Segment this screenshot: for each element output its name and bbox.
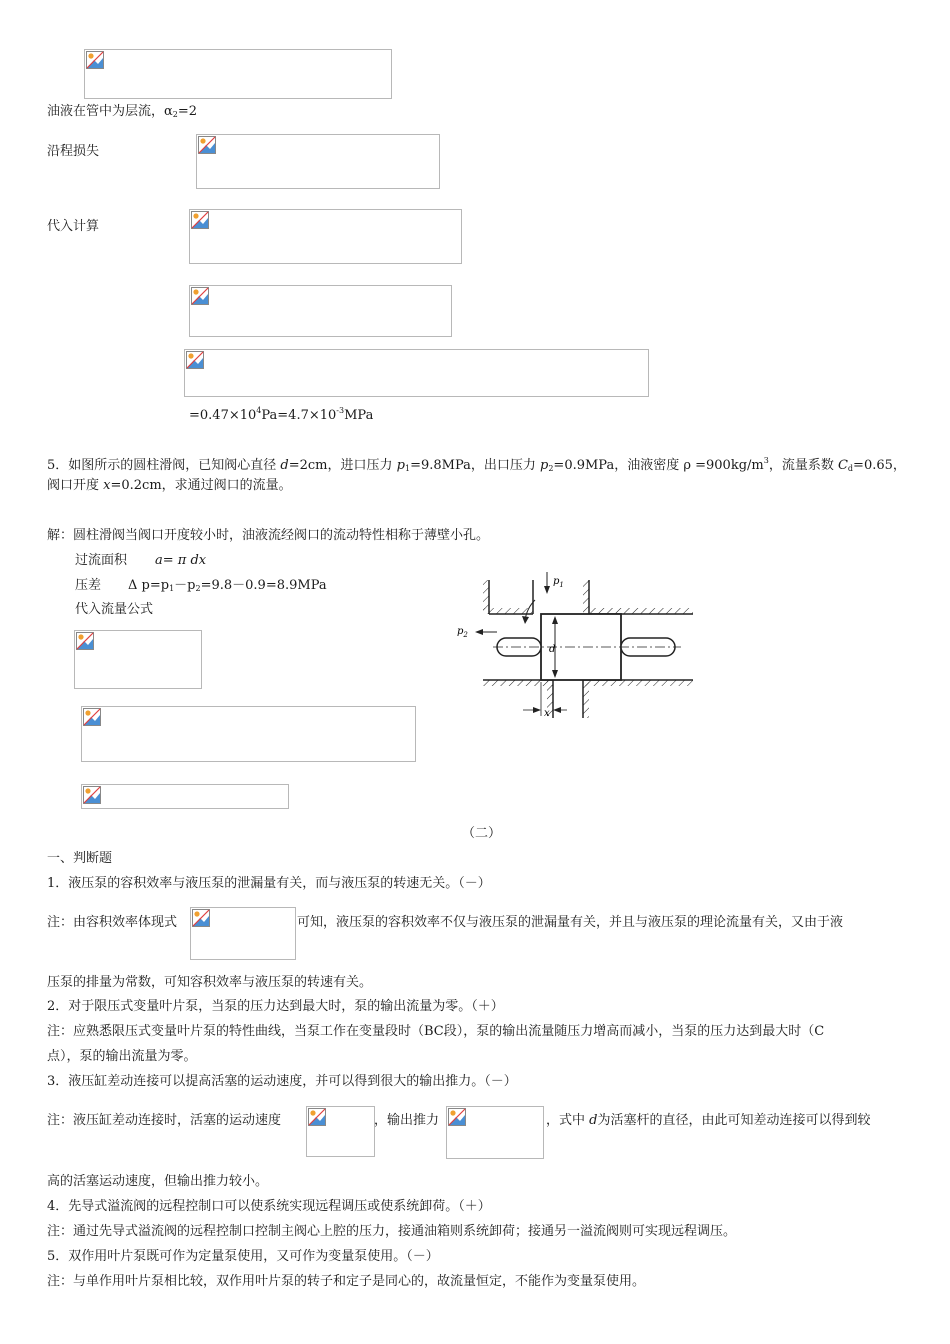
broken-image-icon [192,909,210,927]
area-formula: a= π dx [155,553,207,568]
n3-tail [546,1112,870,1130]
result-line [189,402,373,425]
n3-mid: ，输出推力 [374,1113,440,1128]
p5-t3: =9.8MPa，出口压力 [410,458,540,473]
n3-start: 注：液压缸差动连接时，活塞的运动速度 [47,1113,282,1128]
n1-start: 注：由容积效率体现式 [47,915,178,930]
q1: 1．液压泵的容积效率与液压泵的泄漏量有关，而与液压泵的转速无关。（－） [47,876,491,891]
broken-image-icon [308,1108,326,1126]
laminar-line [47,103,197,124]
p5-l2b: =0.2cm，求通过阀口的流量。 [110,478,292,493]
dp-s2: 2 [195,584,201,593]
p5-var-d: d [280,458,289,473]
formula-image [74,630,202,689]
housing-upper-right [583,580,589,614]
spool-rod-right [621,638,675,656]
n3-c: ，式中 [546,1113,590,1128]
broken-image-icon [448,1108,466,1126]
formula-image [84,49,392,99]
n5: 注：与单作用叶片泵相比较，双作用叶片泵的转子和定子是同心的，故流量恒定，不能作为变量泵使用。 [47,1274,646,1289]
dp-s1: 1 [169,584,175,593]
p5-sub1: 1 [404,464,411,473]
formula-image [306,1106,375,1157]
p5-l2a: 阀口开度 [47,478,104,493]
formula-image [196,134,440,189]
formula-image [184,349,649,397]
broken-image-icon [186,351,204,369]
broken-image-icon [83,786,101,804]
housing-lower-left [483,680,553,686]
housing-upper-right-base [589,608,693,614]
dp-b: －p [174,578,196,593]
dp-formula [128,577,327,598]
n1-end: 压泵的排量为常数，可知容积效率与液压泵的转速有关。 [47,975,373,990]
n4: 注：通过先导式溢流阀的远程控制口控制主阀心上腔的压力，接通油箱则系统卸荷；接通另一溢流阀则可实现远程调压。 [47,1224,737,1239]
part2-heading: （二） [462,826,502,841]
n3-var-d: d [589,1113,598,1128]
n2-line2: 点），泵的输出流量为零。 [47,1049,197,1064]
problem5-line2 [47,477,292,495]
formula-image [189,285,452,337]
result-exp1: 4 [256,406,262,415]
p5-t6: =0.65， [853,458,906,473]
n3-e: 为活塞杆的直径，由此可知差动连接可以得到较 [597,1113,871,1128]
substitute-label: 代入计算 [47,219,100,234]
p5-sup3: 3 [763,456,769,465]
p5-t2: =2cm，进口压力 [288,458,397,473]
p5-var-x: x [103,478,111,493]
problem5-line1 [47,452,906,478]
p5-sub2: 2 [548,464,554,473]
spool-valve-figure [455,570,700,725]
formula-image [190,907,296,960]
q2: 2．对于限压式变量叶片泵，当泵的压力达到最大时，泵的输出流量为零。（＋） [47,999,504,1014]
formula-image [81,784,289,809]
section-heading: 一、判断题 [47,851,113,866]
p5-t1: 5．如图所示的圆柱滑阀，已知阀心直径 [47,458,281,473]
result-post: MPa [344,408,374,423]
p5-var-p1: p [396,458,405,473]
broken-image-icon [83,708,101,726]
broken-image-icon [198,136,216,154]
p5-t4: =0.9MPa，油液密度 ρ =900kg/m [553,458,764,473]
p5-var-cd: C [837,458,848,473]
p5-var-p2: p [540,458,549,473]
broken-image-icon [191,211,209,229]
result-pre: =0.47×10 [189,408,257,423]
n2-line1: 注：应熟悉限压式变量叶片泵的特性曲线，当泵工作在变量段时（BC段），泵的输出流量随压力增高而减小，当泵的压力达到最大时（C [47,1024,825,1039]
broken-image-icon [76,632,94,650]
solution-intro: 解：圆柱滑阀当阀口开度较小时，油液流经阀口的流动特性相称于薄壁小孔。 [47,528,490,543]
dp-c: =9.8－0.9=8.9MPa [200,578,327,593]
result-exp2: -3 [336,406,345,415]
flow-label: 代入流量公式 [75,602,154,617]
n3-end: 高的活塞运动速度，但输出推力较小。 [47,1174,269,1189]
area-label: 过流面积 [75,553,128,568]
broken-image-icon [191,287,209,305]
laminar-text: 油液在管中为层流，α [47,104,173,119]
fig-label-x: x [544,708,550,719]
dp-a: Δ p=p [128,578,170,593]
fig-label-d: d [549,644,556,655]
laminar-tail: =2 [177,104,198,119]
housing-upper-left-base [483,608,533,614]
friction-label: 沿程损失 [47,144,100,159]
broken-image-icon [86,51,104,69]
formula-image [446,1106,544,1159]
laminar-sub: 2 [172,110,178,119]
housing-lower-right [583,680,693,686]
n1-cont: 可知，液压泵的容积效率不仅与液压泵的泄漏量有关，并且与液压泵的理论流量有关，又由于液 [297,915,844,930]
q4: 4．先导式溢流阀的远程控制口可以使系统实现远程调压或使系统卸荷。（＋） [47,1199,491,1214]
formula-image [81,706,416,762]
fig-label-p1: $p_1$ [553,576,564,589]
q5: 5．双作用叶片泵既可作为定量泵使用，又可作为变量泵使用。（－） [47,1249,439,1264]
result-mid: Pa=4.7×10 [261,408,337,423]
q3: 3．液压缸差动连接可以提高活塞的运动速度，并可以得到很大的输出推力。（－） [47,1074,517,1089]
formula-image [189,209,462,264]
fig-label-p2: $p_2$ [457,626,468,639]
p5-t5: ，流量系数 [768,458,838,473]
dp-label: 压差 [75,578,102,593]
p5-subd: d [847,464,854,473]
